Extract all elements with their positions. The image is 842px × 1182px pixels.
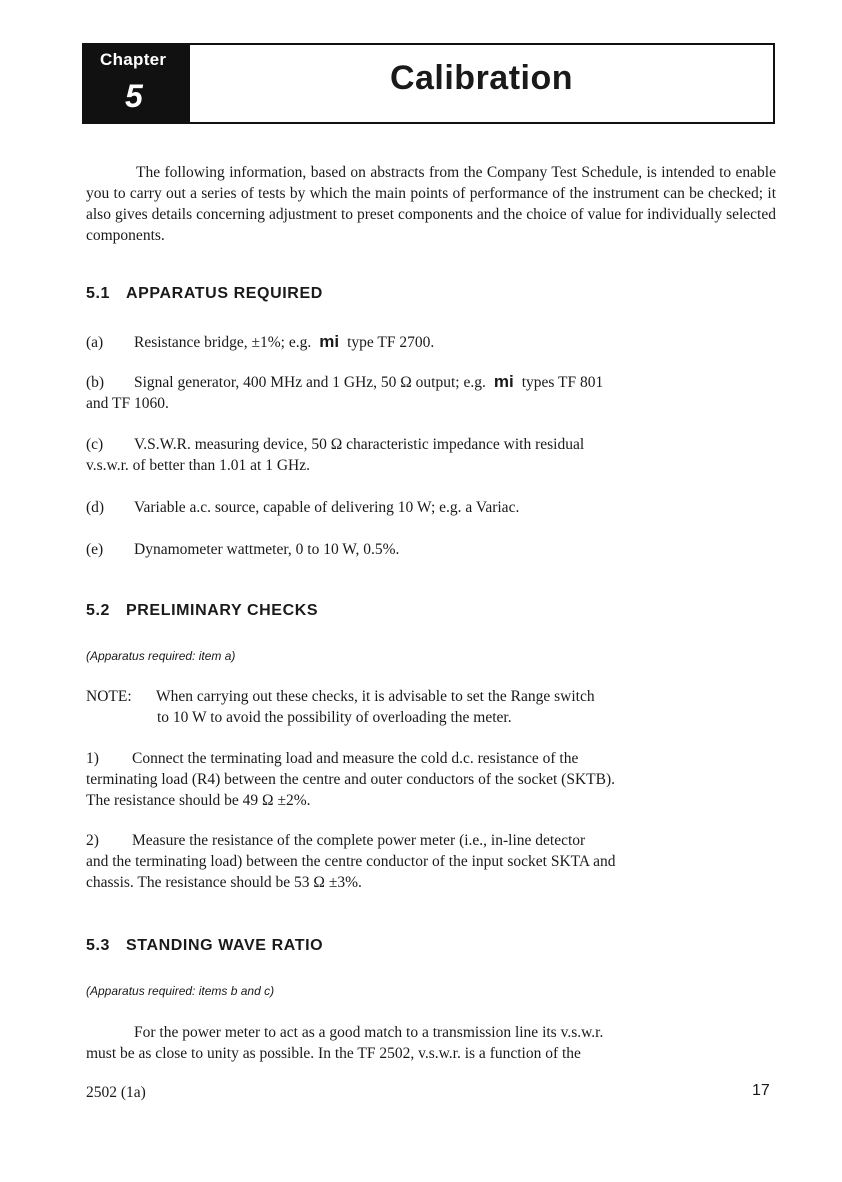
item-label: (e) <box>86 541 104 558</box>
section-number: 5.3 <box>86 937 111 954</box>
chapter-number: 5 <box>125 78 143 114</box>
mi-logo-icon: mi <box>319 332 340 351</box>
note-label: NOTE: <box>86 688 132 705</box>
chapter-header <box>82 43 775 124</box>
apparatus-item-c <box>86 434 776 476</box>
paragraph-line2: must be as close to unity as possible. In the TF 2502, v.s.w.r. is a function of the <box>86 1045 581 1062</box>
swr-paragraph <box>86 1022 776 1064</box>
item-label: (b) <box>86 374 105 391</box>
page-number: 17 <box>752 1082 770 1099</box>
item-text-line2: and TF 1060. <box>86 395 169 412</box>
item-label: (c) <box>86 436 104 453</box>
step-text: Connect the terminating load and measure the cold d.c. resistance of the <box>132 750 579 767</box>
step-label: 1) <box>86 750 99 767</box>
step-text-line2: terminating load (R4) between the centre and outer conductors of the socket (SKTB). <box>86 771 615 788</box>
item-label: (a) <box>86 334 104 351</box>
chapter-label: Chapter <box>100 50 167 69</box>
step-text-line3: The resistance should be 49 Ω ±2%. <box>86 792 311 809</box>
paragraph-line1: For the power meter to act as a good match to a transmission line its v.s.w.r. <box>134 1024 604 1041</box>
apparatus-item-e <box>86 539 776 560</box>
section-number: 5.2 <box>86 602 111 619</box>
item-label: (d) <box>86 499 105 516</box>
apparatus-item-d <box>86 497 776 518</box>
note-text: When carrying out these checks, it is advisable to set the Range switch <box>156 688 595 705</box>
item-text: Variable a.c. source, capable of delivering 10 W; e.g. a Variac. <box>134 499 520 516</box>
apparatus-required-note: (Apparatus required: items b and c) <box>86 984 275 998</box>
apparatus-item-a <box>86 331 776 353</box>
apparatus-required-note: (Apparatus required: item a) <box>86 649 236 663</box>
item-text: Signal generator, 400 MHz and 1 GHz, 50 Ω output; e.g. <box>134 374 486 391</box>
step-text-line2: and the terminating load) between the centre conductor of the input socket SKTA and <box>86 853 616 870</box>
step-text-line3: chassis. The resistance should be 53 Ω ±3%. <box>86 874 362 891</box>
item-text-after: types TF 801 <box>521 374 604 391</box>
mi-logo-icon: mi <box>493 372 514 391</box>
document-code: 2502 (1a) <box>86 1084 146 1101</box>
step-label: 2) <box>86 832 99 849</box>
section-heading-5-1 <box>86 285 323 303</box>
section-number: 5.1 <box>86 285 111 302</box>
chapter-title: Calibration <box>389 59 574 97</box>
step-text: Measure the resistance of the complete power meter (i.e., in-line detector <box>132 832 586 849</box>
chapter-badge <box>82 43 190 124</box>
item-text: Dynamometer wattmeter, 0 to 10 W, 0.5%. <box>134 541 400 558</box>
item-text: Resistance bridge, ±1%; e.g. <box>134 334 312 351</box>
note-line-1 <box>86 686 776 707</box>
item-text-line2: v.s.w.r. of better than 1.01 at 1 GHz. <box>86 457 310 474</box>
check-step-1 <box>86 748 776 811</box>
apparatus-item-b <box>86 371 776 414</box>
section-title: PRELIMINARY CHECKS <box>126 602 319 619</box>
intro-paragraph: The following information, based on abstracts from the Company Test Schedule, is intended to enable you to carry out a series of tests by which the main points of performance of the instrument can be checked; it also gives details concerning adjustment to preset components and the choice of value for individually selected components. <box>86 164 776 244</box>
item-text-after: type TF 2700. <box>347 334 435 351</box>
check-step-2 <box>86 830 776 893</box>
item-text: V.S.W.R. measuring device, 50 Ω characteristic impedance with residual <box>134 436 585 453</box>
note-line-2: to 10 W to avoid the possibility of overloading the meter. <box>157 709 512 726</box>
section-heading-5-3 <box>86 937 323 955</box>
section-heading-5-2 <box>86 602 318 620</box>
section-title: STANDING WAVE RATIO <box>126 937 324 954</box>
section-title: APPARATUS REQUIRED <box>126 285 323 302</box>
